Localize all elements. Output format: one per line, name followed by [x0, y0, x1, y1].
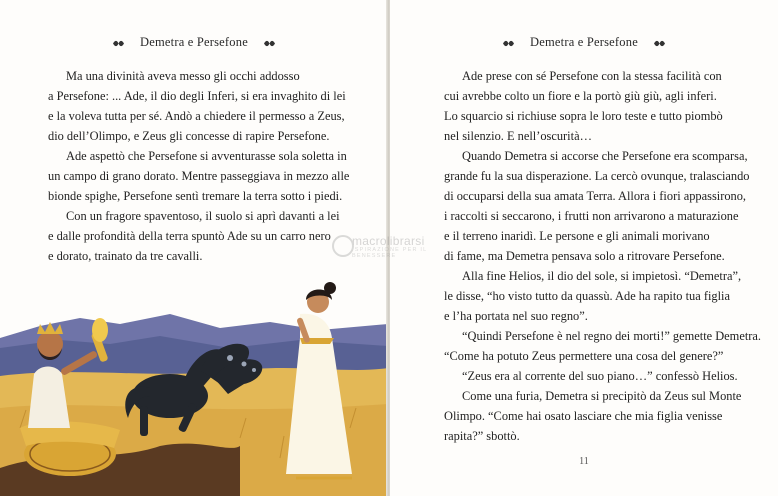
right-running-head — [390, 35, 778, 50]
right-running-head-title: Demetra e Persefone — [530, 35, 638, 49]
text-line: Ade aspettò che Persefone si avventurasse sola soletta in — [66, 149, 347, 163]
fleuron-right-icon — [653, 39, 666, 48]
text-line: Come una furia, Demetra si precipitò da Zeus sul Monte — [462, 389, 742, 403]
fleuron-left-icon — [502, 39, 515, 48]
text-line: e il terreno inaridì. Le persone e gli animali morivano — [444, 229, 710, 243]
text-line: a Persefone: ... Ade, il dio degli Inferi, si era invaghito di lei — [48, 89, 346, 103]
left-running-head-title: Demetra e Persefone — [140, 35, 248, 49]
left-page — [0, 0, 388, 496]
text-line: e dalle profondità della terra spuntò Ade su un carro nero — [48, 229, 331, 243]
text-line: cui avrebbe colto un fiore e la portò giù giù, agli inferi. — [444, 89, 717, 103]
text-line: e la voleva tutta per sé. Andò a chiedere il permesso a Zeus, — [48, 109, 345, 123]
text-line: nel silenzio. E nell’oscurità… — [444, 129, 592, 143]
text-line: e l’ha portata nel suo regno”. — [444, 309, 588, 323]
text-line: Olimpo. “Come hai osato lasciare che mia figlia venisse — [444, 409, 723, 423]
text-line: Ade prese con sé Persefone con la stessa facilità con — [462, 69, 722, 83]
right-page — [390, 0, 778, 496]
text-line: bionde spighe, Persefone sentì tremare la terra sotto i piedi. — [48, 189, 343, 203]
left-running-head — [0, 35, 388, 50]
text-line: dio dell’Olimpo, e Zeus gli concesse di rapire Persefone. — [48, 129, 330, 143]
text-line: “Zeus era al corrente del suo piano…” confessò Helios. — [462, 369, 738, 383]
text-line: Alla fine Helios, il dio del sole, si impietosì. “Demetra”, — [462, 269, 742, 283]
text-line: Quando Demetra si accorse che Persefone era scomparsa, — [462, 149, 748, 163]
text-line: di occuparsi della sua amata Terra. Allora i fiori appassirono, — [444, 189, 747, 203]
watermark-name: macrolibrarsi — [352, 234, 425, 248]
illustration-hades-persephone — [0, 278, 388, 496]
fleuron-right-icon — [263, 39, 276, 48]
text-line: “Come ha potuto Zeus permettere una cosa del genere?” — [444, 349, 724, 363]
text-line: e dorato, trainato da tre cavalli. — [48, 249, 203, 263]
watermark-tagline: ISPIRAZIONE PER IL BENESSERE — [352, 247, 428, 259]
fleuron-left-icon — [112, 39, 125, 48]
text-line: un campo di grano dorato. Mentre passeggiava in mezzo alle — [48, 169, 350, 183]
text-line: grande fu la sua disperazione. La cercò ovunque, tralasciando — [444, 169, 750, 183]
text-line: rapita?” sbottò. — [444, 429, 520, 443]
text-line: Ma una divinità aveva messo gli occhi addosso — [66, 69, 300, 83]
page-number: 11 — [579, 456, 589, 467]
text-line: Con un fragore spaventoso, il suolo si aprì davanti a lei — [66, 209, 340, 223]
text-line: “Quindi Persefone è nel regno dei morti!” gemette Demetra. — [462, 329, 761, 343]
text-line: Lo squarcio si richiuse sopra le loro teste e tutto piombò — [444, 109, 723, 123]
text-line: i raccolti si seccarono, i frutti non arrivarono a maturazione — [444, 209, 739, 223]
text-line: di fame, ma Demetra pensava solo a ritrovare Persefone. — [444, 249, 725, 263]
text-line: le disse, “ho visto tutto da quassù. Ade ha rapito tua figlia — [444, 289, 730, 303]
